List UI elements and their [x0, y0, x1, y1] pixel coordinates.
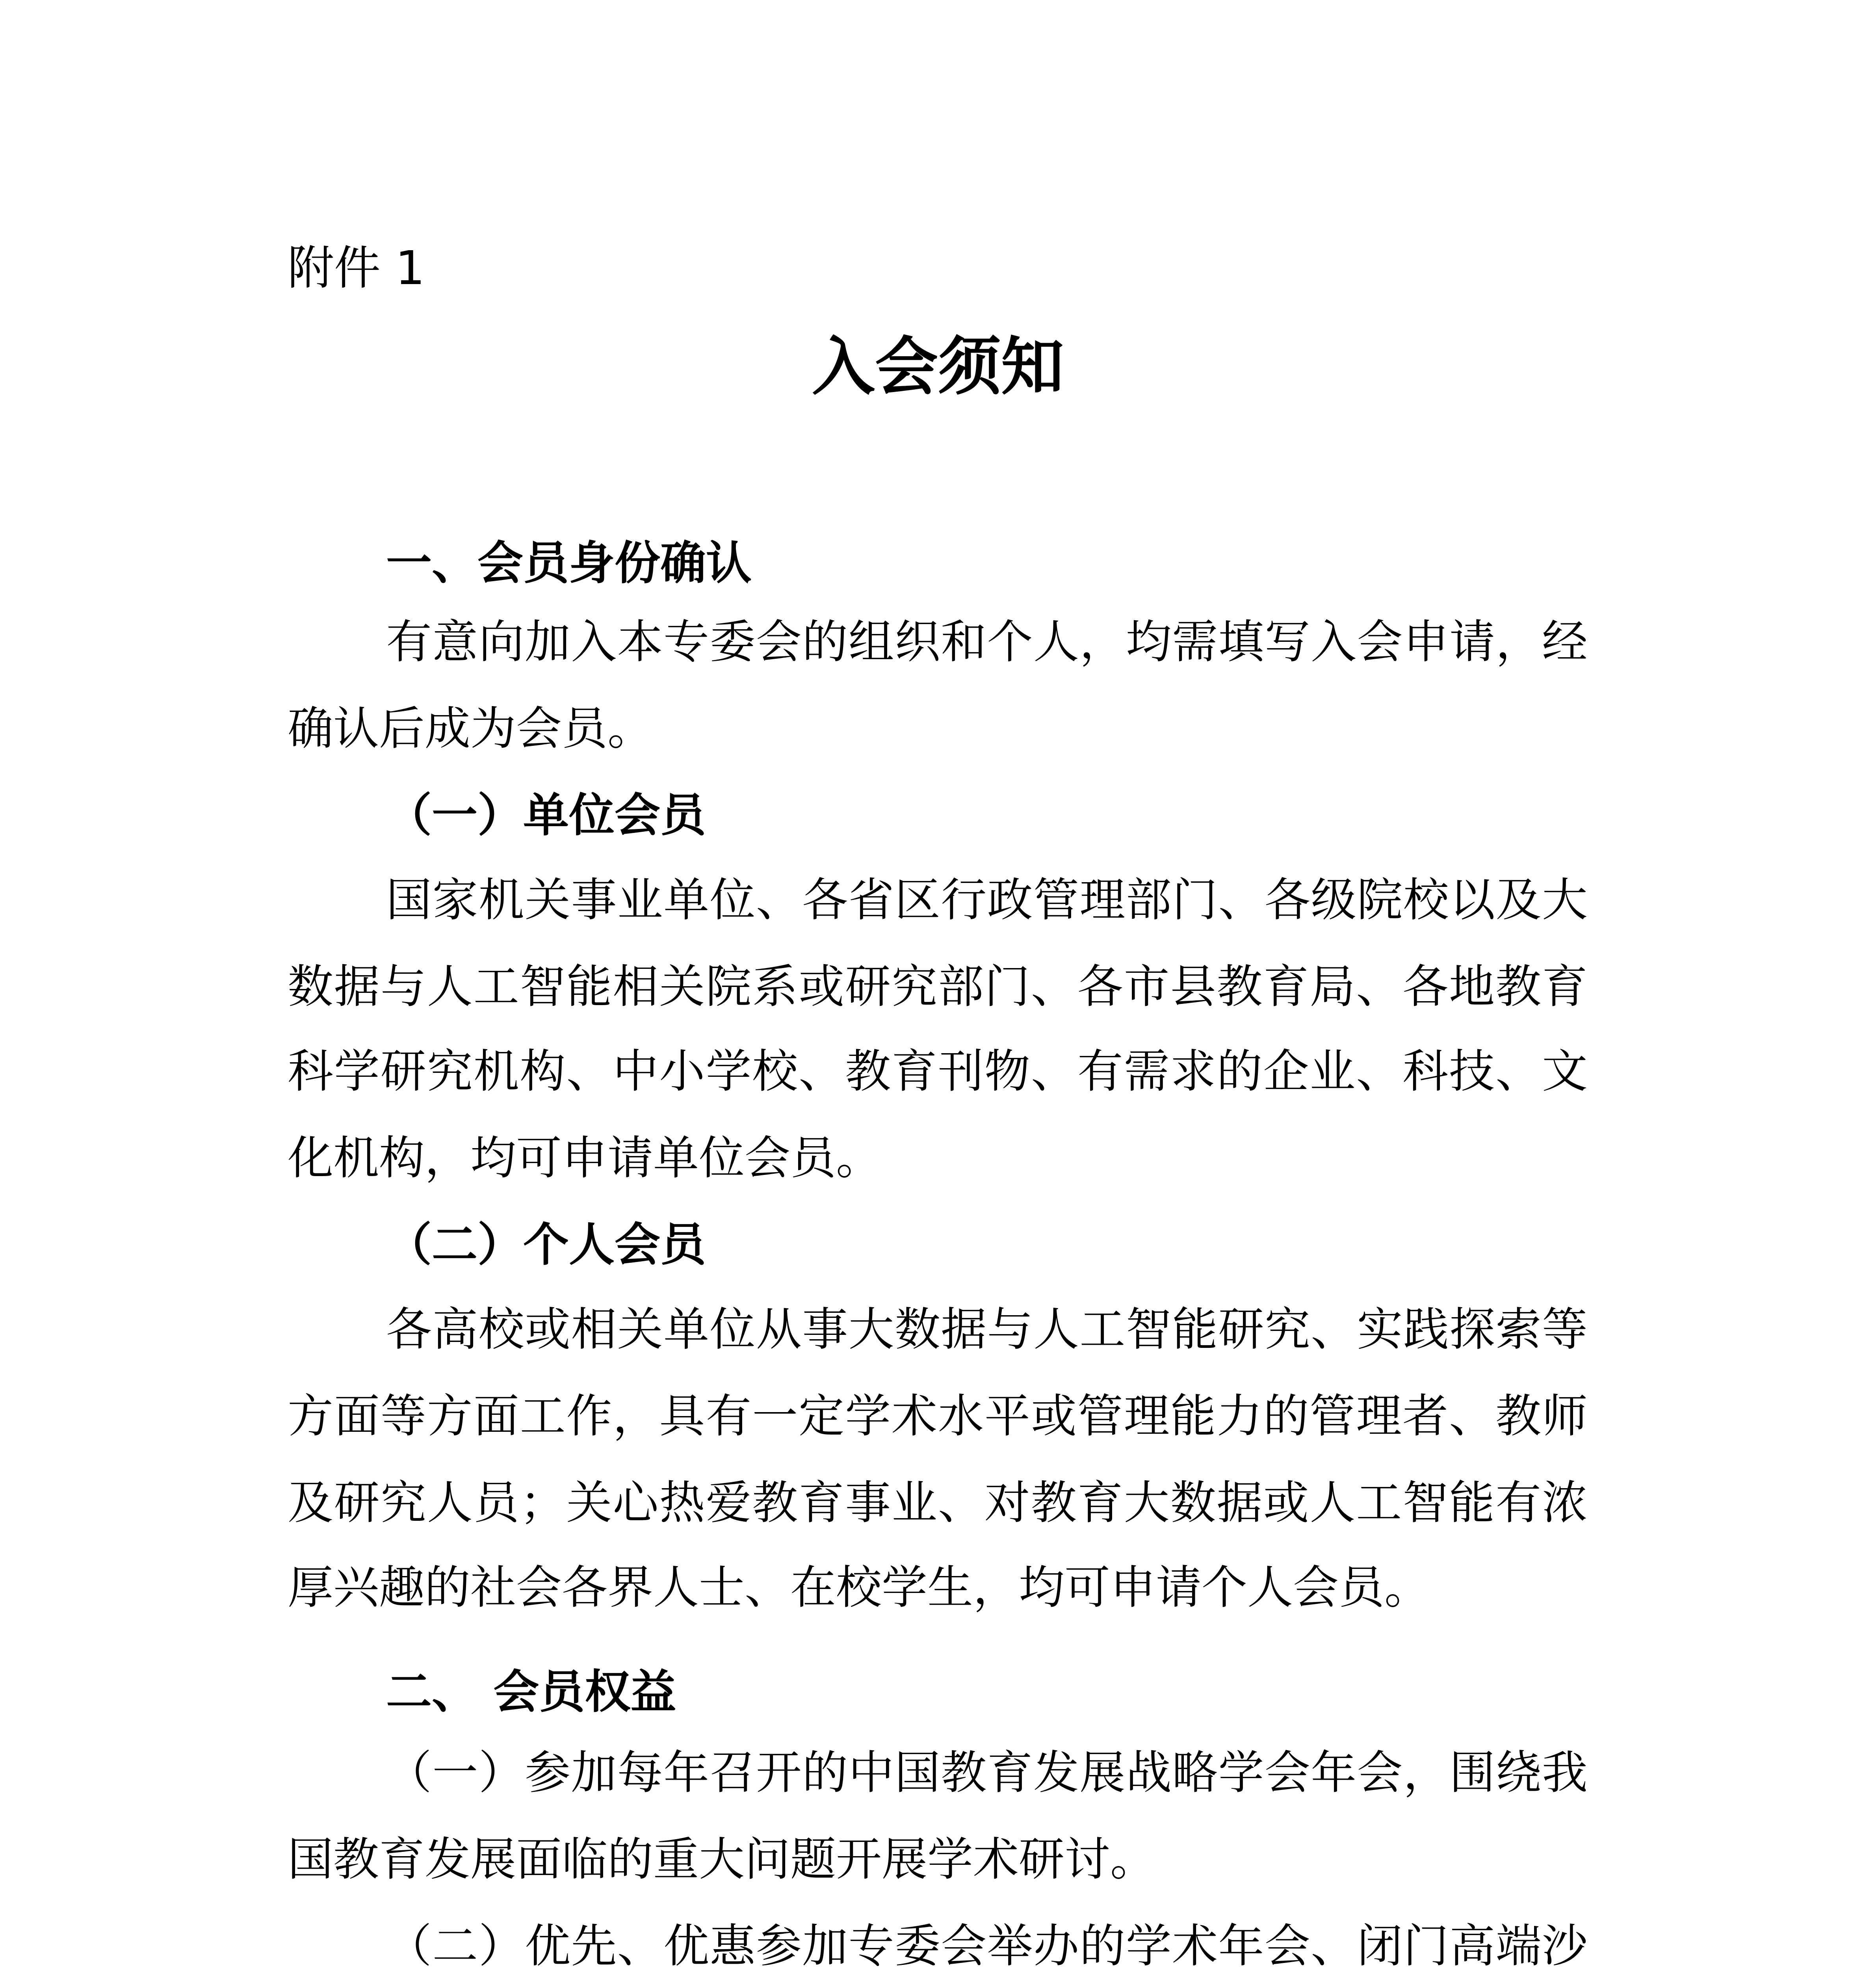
paragraph-line: 及研究人员；关心热爱教育事业、对教育大数据或人工智能有浓 [288, 1476, 1588, 1530]
attachment-label: 附件 1 [288, 241, 425, 295]
paragraph-line: 确认后成为会员。 [288, 702, 653, 755]
paragraph-line: 有意向加入本专委会的组织和个人，均需填写入会申请，经 [386, 615, 1588, 669]
paragraph-line: 国教育发展面临的重大问题开展学术研讨。 [288, 1833, 1156, 1886]
document-title: 入会须知 [812, 329, 1064, 403]
paragraph-line: 科学研究机构、中小学校、教育刊物、有需求的企业、科技、文 [288, 1045, 1588, 1098]
section-2-heading: 二、 会员权益 [386, 1665, 676, 1719]
paragraph-line: （二）优先、优惠参加专委会举办的学术年会、闭门高端沙 [386, 1920, 1588, 1970]
paragraph-line: 各高校或相关单位从事大数据与人工智能研究、实践探索等 [386, 1303, 1588, 1356]
section-1-heading: 一、会员身份确认 [386, 537, 752, 590]
paragraph-line: 厚兴趣的社会各界人士、在校学生，均可申请个人会员。 [288, 1561, 1430, 1614]
paragraph-line: 国家机关事业单位、各省区行政管理部门、各级院校以及大 [386, 873, 1588, 927]
subsection-heading-unit-member: （一）单位会员 [386, 789, 706, 842]
paragraph-line: 方面等方面工作，具有一定学术水平或管理能力的管理者、教师 [288, 1390, 1588, 1443]
subsection-heading-individual-member: （二）个人会员 [386, 1218, 706, 1271]
paragraph-line: 化机构，均可申请单位会员。 [288, 1132, 882, 1185]
paragraph-line: （一）参加每年召开的中国教育发展战略学会年会，围绕我 [386, 1746, 1588, 1799]
paragraph-line: 数据与人工智能相关院系或研究部门、各市县教育局、各地教育 [288, 960, 1588, 1013]
